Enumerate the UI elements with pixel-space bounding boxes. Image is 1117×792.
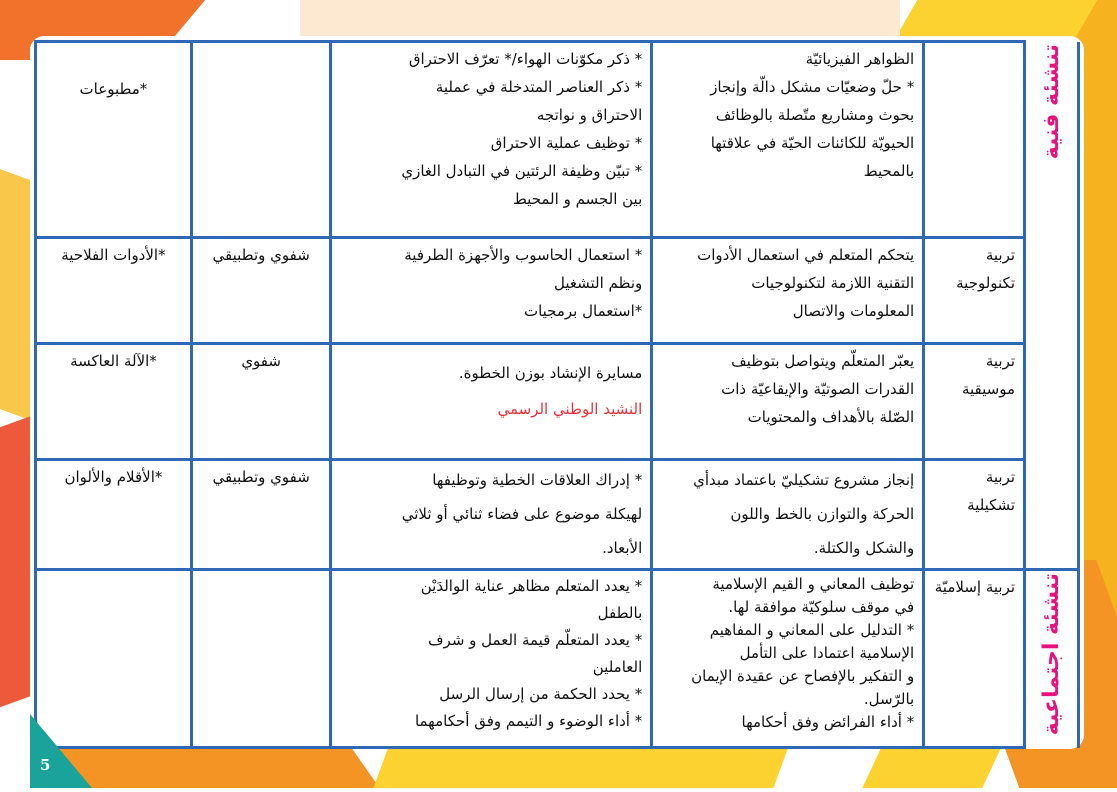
activity-line: الأبعاد. — [602, 539, 643, 557]
goal-cell — [652, 570, 924, 748]
evaluation-cell — [191, 42, 331, 238]
page-number: 5 — [40, 756, 51, 774]
activity-line: ونظم التشغيل — [554, 274, 643, 292]
activity-line: الاحتراق و نواتجه — [536, 106, 643, 124]
side-label-social: تنشئة اجتماعية — [1038, 573, 1064, 736]
goal-line: بحوث ومشاريع متّصلة بالوظائف — [715, 106, 915, 124]
goal-line: يعبّر المتعلّم ويتواصل بتوظيف — [731, 352, 915, 370]
activities-cell — [331, 238, 652, 344]
goal-line: يتحكم المتعلم في استعمال الأدوات — [697, 246, 915, 264]
activity-line: * يعدد المتعلم مظاهر عناية الوالدَيْن — [420, 577, 643, 595]
goal-line: والشكل والكتلة. — [813, 539, 915, 557]
activity-line: *استعمال برمجيات — [523, 302, 643, 320]
goal-line: الظواهر الفيزيائيّة — [805, 50, 915, 68]
activities-cell — [331, 344, 652, 460]
evaluation-cell: شفوي وتطبيقي — [191, 238, 331, 344]
activities-cell — [331, 460, 652, 570]
activity-line: بين الجسم و المحيط — [512, 190, 643, 208]
activity-line: العاملين — [592, 658, 643, 676]
activity-line: * يعدد المتعلّم قيمة العمل و شرف — [428, 631, 643, 649]
subject-cell — [924, 42, 1025, 238]
subject-cell: تربية موسيقية — [924, 344, 1025, 460]
goal-cell — [652, 460, 924, 570]
goal-line: المعلومات والاتصال — [792, 302, 915, 320]
goal-cell — [652, 42, 924, 238]
table-row — [36, 460, 1079, 570]
curriculum-table — [34, 40, 1080, 749]
side-cell-social — [1025, 570, 1079, 748]
goal-line: * التدليل على المعاني و المفاهيم — [709, 621, 915, 639]
table-row — [36, 570, 1079, 748]
tools-cell: *الأدوات الفلاحية — [36, 238, 192, 344]
goal-line: و التفكير بالإفصاح عن عقيدة الإيمان — [691, 667, 915, 685]
anthem-title: النشيد الوطني الرسمي — [497, 400, 643, 418]
activity-line: * يحدد الحكمة من إرسال الرسل — [439, 685, 643, 703]
activity-line: * أداء الوضوء و التيمم وفق أحكامهما — [414, 712, 643, 730]
subject-cell: تربية تكنولوجية — [924, 238, 1025, 344]
activities-cell — [331, 42, 652, 238]
table-row — [36, 344, 1079, 460]
activity-line: بالطفل — [597, 604, 643, 622]
goal-line: القدرات الصوتيّة والإيقاعيّة ذات — [721, 380, 915, 398]
evaluation-cell — [191, 570, 331, 748]
evaluation-cell: شفوي وتطبيقي — [191, 460, 331, 570]
goal-line: في موقف سلوكيّة موافقة لها. — [728, 598, 915, 616]
goal-line: * أداء الفرائض وفق أحكامها — [741, 713, 915, 731]
goal-line: الإسلامية اعتمادا على التأمل — [739, 644, 915, 662]
goal-line: إنجاز مشروع تشكيليّ باعتماد مبدأي — [693, 471, 915, 489]
goal-line: بالمحيط — [863, 162, 915, 180]
goal-line: * حلّ وضعيّات مشكل دالّة وإنجاز — [710, 78, 915, 96]
side-cell-art — [1025, 42, 1079, 570]
page-corner-triangle — [0, 714, 92, 788]
goal-cell — [652, 238, 924, 344]
activity-line: * ذكر مكوّنات الهواء/* تعرّف الاحتراق — [408, 50, 643, 68]
tools-cell: *الأقلام والألوان — [36, 460, 192, 570]
activity-line: مسايرة الإنشاد بوزن الخطوة. — [458, 364, 643, 382]
tools-cell: *مطبوعات — [36, 42, 192, 238]
goal-cell — [652, 344, 924, 460]
activity-line: * استعمال الحاسوب والأجهزة الطرفية — [404, 246, 643, 264]
goal-line: بالرّسل. — [863, 690, 915, 708]
activity-line: * توظيف عملية الاحتراق — [490, 134, 643, 152]
goal-line: الصّلة بالأهداف والمحتويات — [747, 408, 915, 426]
evaluation-cell: شفوي — [191, 344, 331, 460]
table-row — [36, 42, 1079, 238]
goal-line: الحركة والتوازن بالخط واللون — [730, 505, 915, 523]
activities-cell — [331, 570, 652, 748]
activity-line: * إدراك العلاقات الخطية وتوظيفها — [432, 471, 643, 489]
side-label-art: تنشئة فنية — [1038, 43, 1064, 159]
page-number-badge — [0, 714, 92, 788]
activity-line: لهيكلة موضوع على فضاء ثنائي أو ثلاثي — [401, 505, 643, 523]
subject-cell: تربية تشكيلية — [924, 460, 1025, 570]
tools-cell: *الآلة العاكسة — [36, 344, 192, 460]
activity-line: * ذكر العناصر المتدخلة في عملية — [435, 78, 643, 96]
goal-line: توظيف المعاني و القيم الإسلامية — [712, 575, 915, 593]
goal-line: الحيويّة للكائنات الحيّة في علاقتها — [710, 134, 915, 152]
activity-line: * تبيّن وظيفة الرئتين في التبادل الغازي — [401, 162, 643, 180]
subject-cell: تربية إسلاميّة — [924, 570, 1025, 748]
table-row — [36, 238, 1079, 344]
goal-line: التقنية اللازمة لتكنولوجيات — [751, 274, 915, 292]
